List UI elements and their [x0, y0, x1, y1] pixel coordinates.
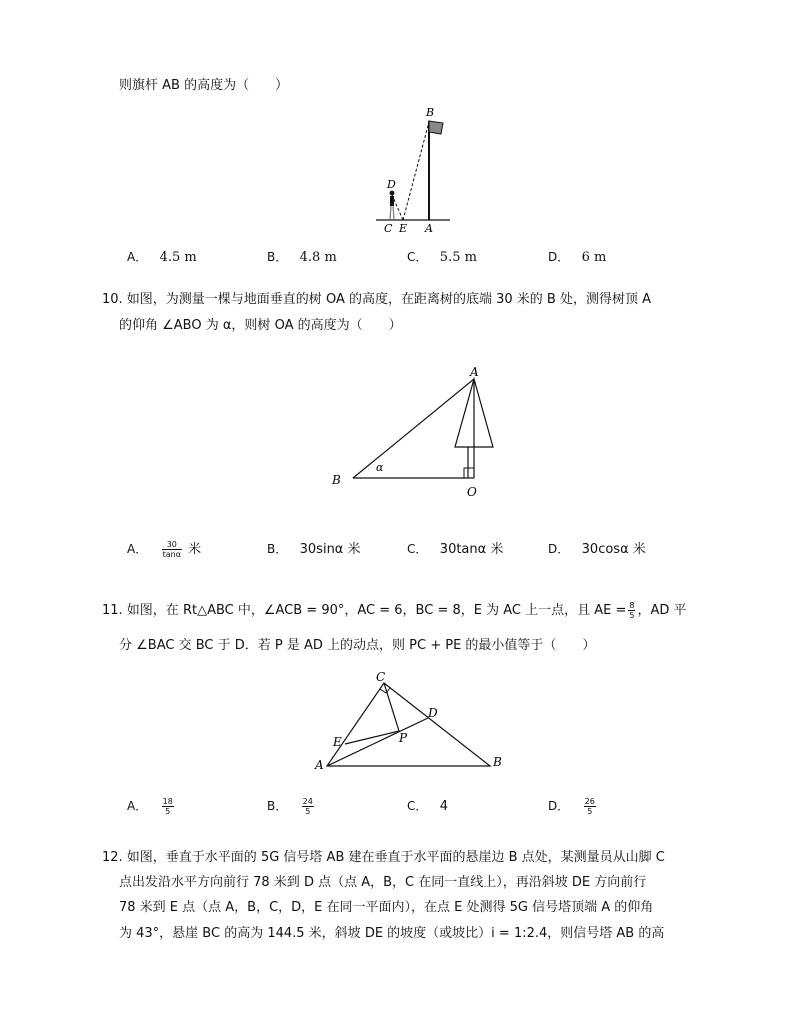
q10-label-a: A — [470, 365, 479, 379]
q10-label-o: O — [467, 485, 477, 499]
q9-label-c: C — [384, 222, 393, 235]
q11-label-b: B — [493, 755, 502, 769]
q12-stem-line1: 12. 如图，垂直于水平面的 5G 信号塔 AB 建在垂直于水平面的悬崖边 B 点处，某测量员从山脚 C — [102, 850, 665, 865]
q10-figure — [325, 362, 495, 502]
q11-stem-line2: 分 ∠BAC 交 BC 于 D．若 P 是 AD 上的动点，则 PC + PE 的最小值等于（ ） — [119, 638, 596, 653]
q10-stem-line1: 10. 如图，为测量一棵与地面垂直的树 OA 的高度，在距离树的底端 30 米的 B 处，测得树顶 A — [102, 292, 651, 307]
q11-label-e: E — [333, 735, 342, 749]
q12-stem-line2: 点出发沿水平方向前行 78 米到 D 点（点 A，B，C 在同一直线上），再沿斜坡 DE 方向前行 — [119, 875, 647, 890]
q10-option-b[interactable]: B． 30sinα 米 — [267, 542, 361, 557]
q10-label-b: B — [332, 473, 341, 487]
q11-stem-line1: 11. 如图，在 Rt△ABC 中，∠ACB = 90°，AC = 6，BC = 8，E 为 AC 上一点，且 AE = $\frac{8}{5}$ ，AD 平 — [102, 601, 687, 620]
q10-label-alpha: α — [376, 461, 384, 474]
q9-option-b[interactable]: B． 4.8 m — [267, 250, 337, 265]
q11-option-a[interactable]: A． $\frac{18}{5}$ — [127, 797, 173, 816]
q11-option-d[interactable]: D． $\frac{26}{5}$ — [548, 797, 595, 816]
q9-stem-tail: 则旗杆 AB 的高度为（ ） — [119, 78, 289, 93]
q11-figure — [312, 668, 512, 774]
q11-label-a: A — [315, 758, 324, 772]
q10-option-a[interactable]: A． $\frac{30}{\tan\alpha}$ 米 — [127, 540, 202, 559]
q11-label-d: D — [428, 706, 438, 720]
q11-label-c: C — [376, 670, 386, 684]
q11-label-p: P — [399, 731, 408, 745]
q9-option-c[interactable]: C． 5.5 m — [407, 250, 477, 265]
q10-option-c[interactable]: C． 30tanα 米 — [407, 542, 504, 557]
q11-option-c[interactable]: C． 4 — [407, 799, 449, 814]
q12-stem-line3: 78 米到 E 点（点 A，B，C，D，E 在同一平面内），在点 E 处测得 5G 信号塔顶端 A 的仰角 — [119, 900, 654, 915]
q10-option-d[interactable]: D． 30cosα 米 — [548, 542, 646, 557]
q9-label-a: A — [425, 222, 433, 235]
q12-stem-line4: 为 43°，悬崖 BC 的高为 144.5 米，斜坡 DE 的坡度（或坡比）i = 1:2.4，则信号塔 AB 的高 — [119, 926, 665, 941]
q9-option-a[interactable]: A． 4.5 m — [127, 250, 197, 265]
q9-label-b: B — [426, 106, 435, 119]
q10-stem-line2: 的仰角 ∠ABO 为 α，则树 OA 的高度为（ ） — [119, 318, 402, 333]
q9-figure — [370, 102, 460, 237]
q9-label-e: E — [399, 222, 408, 235]
q9-option-d[interactable]: D． 6 m — [548, 250, 607, 265]
q11-option-b[interactable]: B． $\frac{24}{5}$ — [267, 797, 313, 816]
q9-label-d: D — [387, 178, 396, 191]
